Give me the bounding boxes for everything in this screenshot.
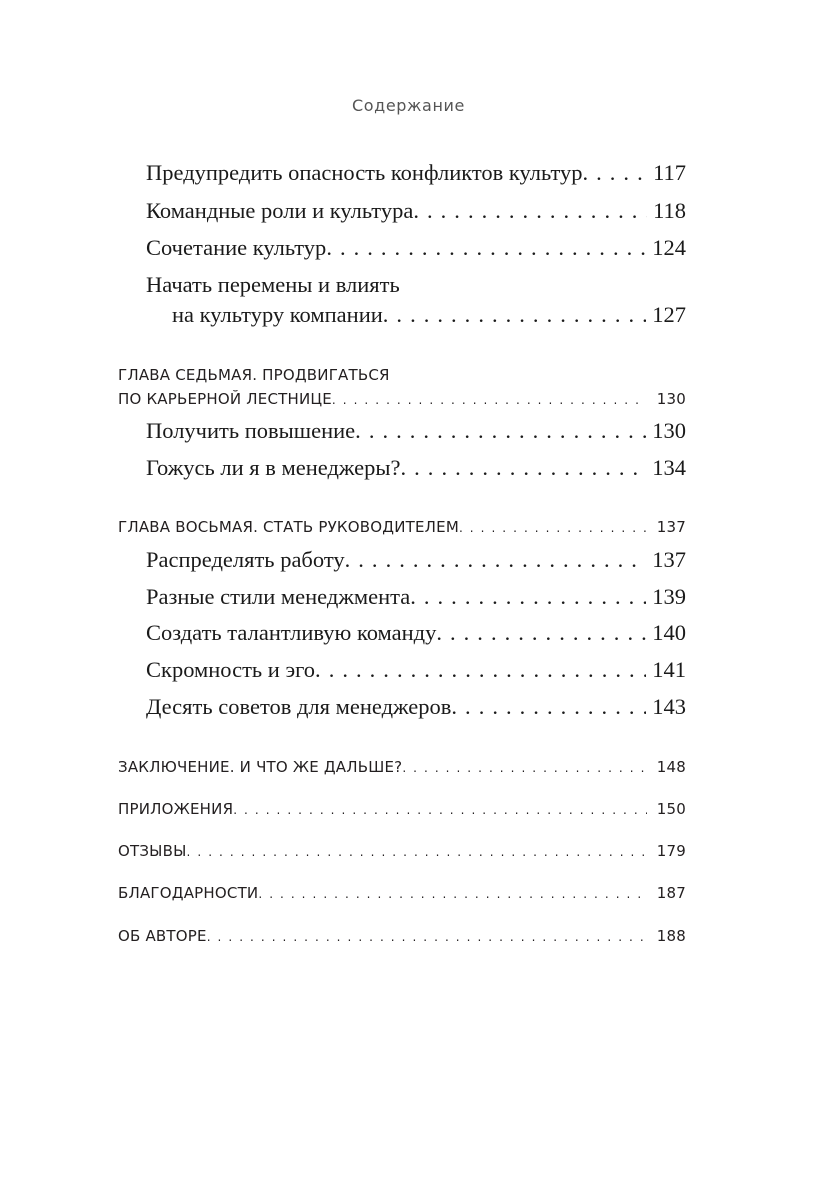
leader-dots <box>401 455 647 481</box>
toc-entry-page: 117 <box>653 160 686 185</box>
leader-dots <box>187 842 647 860</box>
toc-entry-title: Создать талантливую команду <box>146 620 437 645</box>
chapter-entry[interactable] <box>118 758 686 776</box>
toc-entry-title: Скромность и эго <box>146 657 316 682</box>
toc-entry-page: 141 <box>652 657 686 682</box>
toc-entry-title: Сочетание культур <box>146 235 327 260</box>
leader-dots <box>332 390 647 408</box>
chapter-title: ОБ АВТОРЕ <box>118 927 207 945</box>
chapter-page: 187 <box>656 884 686 902</box>
chapter-title-line1[interactable]: ГЛАВА СЕДЬМАЯ. ПРОДВИГАТЬСЯ <box>118 366 390 384</box>
leader-dots <box>582 160 647 186</box>
toc-entry[interactable] <box>146 620 686 646</box>
chapter-page: 137 <box>656 518 686 536</box>
toc-entry-page: 118 <box>653 198 686 223</box>
toc-entry-title: Предупредить опасность конфликтов культур <box>146 160 583 185</box>
leader-dots <box>207 927 647 945</box>
leader-dots <box>459 518 647 536</box>
chapter-title: ЗАКЛЮЧЕНИЕ. И ЧТО ЖЕ ДАЛЬШЕ? <box>118 758 403 776</box>
toc-entry[interactable] <box>146 198 686 224</box>
leader-dots <box>233 800 647 818</box>
toc-entry-page: 127 <box>652 302 686 327</box>
leader-dots <box>410 584 646 610</box>
toc-entry-title-line1[interactable]: Начать перемены и влиять <box>146 272 400 297</box>
chapter-page: 188 <box>656 927 686 945</box>
running-head: Содержание <box>352 96 465 115</box>
toc-entry[interactable] <box>146 235 686 261</box>
chapter-page: 150 <box>656 800 686 818</box>
leader-dots <box>402 758 646 776</box>
toc-entry-title: Распределять работу <box>146 547 345 572</box>
toc-entry[interactable] <box>146 694 686 720</box>
leader-dots <box>345 547 647 573</box>
chapter-title: ПРИЛОЖЕНИЯ <box>118 800 234 818</box>
chapter-title-line2: ПО КАРЬЕРНОЙ ЛЕСТНИЦЕ <box>118 390 332 408</box>
leader-dots <box>413 198 647 224</box>
toc-entry-title: Разные стили менеджмента <box>146 584 411 609</box>
chapter-entry[interactable] <box>118 518 686 536</box>
chapter-title: ОТЗЫВЫ <box>118 842 187 860</box>
chapter-entry[interactable] <box>118 884 686 902</box>
toc-entry-page: 130 <box>652 418 686 443</box>
toc-entry-page: 139 <box>652 584 686 609</box>
leader-dots <box>326 235 646 261</box>
toc-entry-page: 143 <box>652 694 686 719</box>
leader-dots <box>315 657 646 683</box>
toc-entry[interactable] <box>146 160 686 186</box>
leader-dots <box>355 418 646 444</box>
toc-entry-title: Десять советов для менеджеров <box>146 694 452 719</box>
leader-dots <box>436 620 646 646</box>
toc-entry[interactable] <box>146 657 686 683</box>
toc-entry[interactable] <box>172 302 686 328</box>
toc-entry[interactable] <box>146 455 686 481</box>
toc-entry-page: 140 <box>652 620 686 645</box>
chapter-page: 148 <box>656 758 686 776</box>
chapter-title: БЛАГОДАРНОСТИ <box>118 884 259 902</box>
chapter-page: 130 <box>656 390 686 408</box>
toc-entry-title-line2: на культуру компании <box>172 302 383 327</box>
chapter-entry[interactable] <box>118 927 686 945</box>
leader-dots <box>258 884 646 902</box>
chapter-page: 179 <box>656 842 686 860</box>
toc-entry-page: 124 <box>652 235 686 260</box>
toc-entry-title: Гожусь ли я в менеджеры? <box>146 455 401 480</box>
toc-entry-page: 134 <box>652 455 686 480</box>
toc-entry[interactable] <box>146 547 686 573</box>
toc-entry[interactable] <box>146 418 686 444</box>
chapter-entry[interactable] <box>118 842 686 860</box>
toc-entry-title: Получить повышение <box>146 418 356 443</box>
toc-entry-page: 137 <box>652 547 686 572</box>
leader-dots <box>451 694 646 720</box>
chapter-entry[interactable] <box>118 800 686 818</box>
chapter-entry[interactable] <box>118 390 686 408</box>
leader-dots <box>383 302 646 328</box>
toc-entry-title: Командные роли и культура <box>146 198 414 223</box>
chapter-title: ГЛАВА ВОСЬМАЯ. СТАТЬ РУКОВОДИТЕЛЕМ <box>118 518 459 536</box>
toc-entry[interactable] <box>146 584 686 610</box>
